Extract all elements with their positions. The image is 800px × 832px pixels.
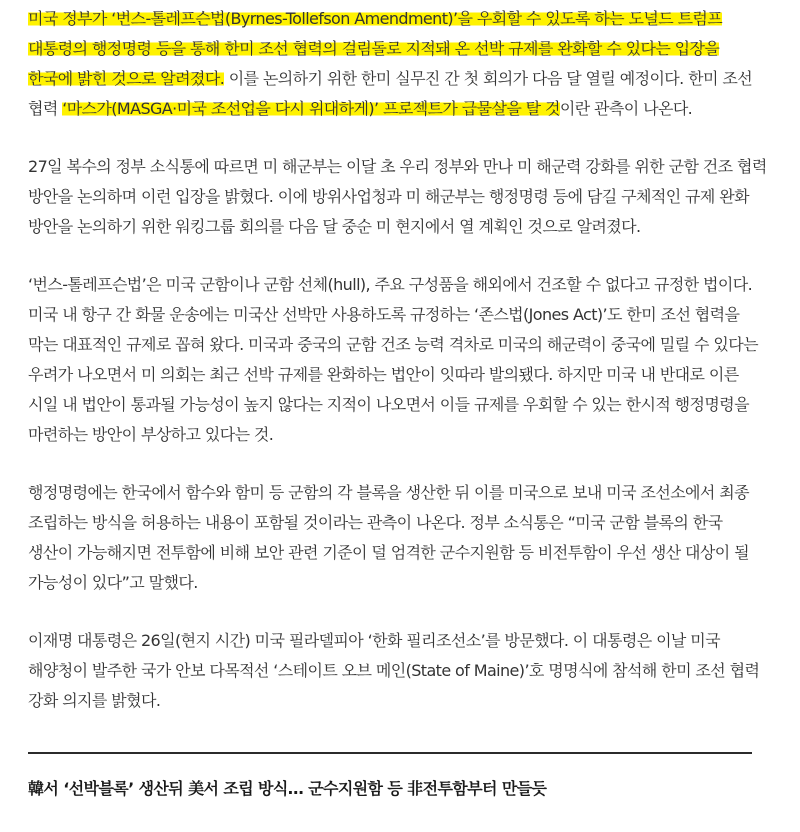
highlighted-text-1: 미국 정부가 ‘번스-톨레프슨법(Byrnes-Tollefson Amendment)’을 우회할 수 있도록 하는 도널드 트럼프 대통령의 행정명령 등을 통해 한미 조선 협력의 걸림돌로 지적돼 온 선박 규제를 완화할 수 있다는 입장을 한국에 밝힌 것으로 알려졌다. xyxy=(28,9,723,88)
article-body xyxy=(28,4,768,744)
paragraph-4: 행정명령에는 한국에서 함수와 함미 등 군함의 각 블록을 생산한 뒤 이를 미국으로 보내 미국 조선소에서 최종 조립하는 방식을 허용하는 내용이 포함될 것이라는 관측이 나온다. 정부 소식통은 “미국 군함 블록의 한국 생산이 가능해지면 전투함에 비해 보안 관련 기준이 덜 엄격한 군수지원함 등 비전투함이 우선 생산 대상이 될 가능성이 있다”고 말했다. xyxy=(28,483,749,592)
paragraph-3: ‘번스-톨레프슨법’은 미국 군함이나 군함 선체(hull), 주요 구성품을 해외에서 건조할 수 없다고 규정한 법이다. 미국 내 항구 간 화물 운송에는 미국산 선박만 사용하도록 규정하는 ‘존스법(Jones Act)’도 한미 조선 협력을 막는 대표적인 규제로 꼽혀 왔다. 미국과 중국의 군함 건조 능력 격차로 미국의 해군력이 중국에 밀릴 수 있다는 우려가 나오면서 미 의회는 최근 선박 규제를 완화하는 법안이 잇따라 발의됐다. 하지만 미국 내 반대로 이른 시일 내 법안이 통과될 가능성이 높지 않다는 지적이 나오면서 이들 규제를 우회할 수 있는 한시적 행정명령을 마련하는 방안이 부상하고 있다는 것. xyxy=(28,275,758,444)
highlighted-text-2: ‘마스가(MASGA·미국 조선업을 다시 위대하게)’ 프로젝트가 급물살을 탈 것 xyxy=(62,99,560,118)
section-divider xyxy=(28,752,752,754)
paragraph-1-text: 이를 논의하기 위한 한미 실무진 간 첫 회의가 다음 달 열릴 예정이다. 한미 조선 협력 xyxy=(28,69,753,118)
paragraph-2: 27일 복수의 정부 소식통에 따르면 미 해군부는 이달 초 우리 정부와 만나 미 해군력 강화를 위한 군함 건조 협력 방안을 논의하며 이런 입장을 밝혔다. 이에 방위사업청과 미 해군부는 행정명령 등에 담길 구체적인 규제 완화 방안을 논의하기 위한 워킹그룹 회의를 다음 달 중순 미 현지에서 열 계획인 것으로 알려졌다. xyxy=(28,157,767,236)
paragraph-1-tail: 이란 관측이 나온다. xyxy=(559,99,693,118)
related-article-link[interactable]: 韓서 ‘선박블록’ 생산뒤 美서 조립 방식… 군수지원함 등 非전투함부터 만들듯 xyxy=(28,779,547,798)
paragraph-5: 이재명 대통령은 26일(현지 시간) 미국 필라델피아 ‘한화 필리조선소’를 방문했다. 이 대통령은 이날 미국 해양청이 발주한 국가 안보 다목적선 ‘스테이트 오브 메인(State of Maine)’호 명명식에 참석해 한미 조선 협력 강화 의지를 밝혔다. xyxy=(28,631,760,710)
paragraph-1 xyxy=(28,4,768,124)
